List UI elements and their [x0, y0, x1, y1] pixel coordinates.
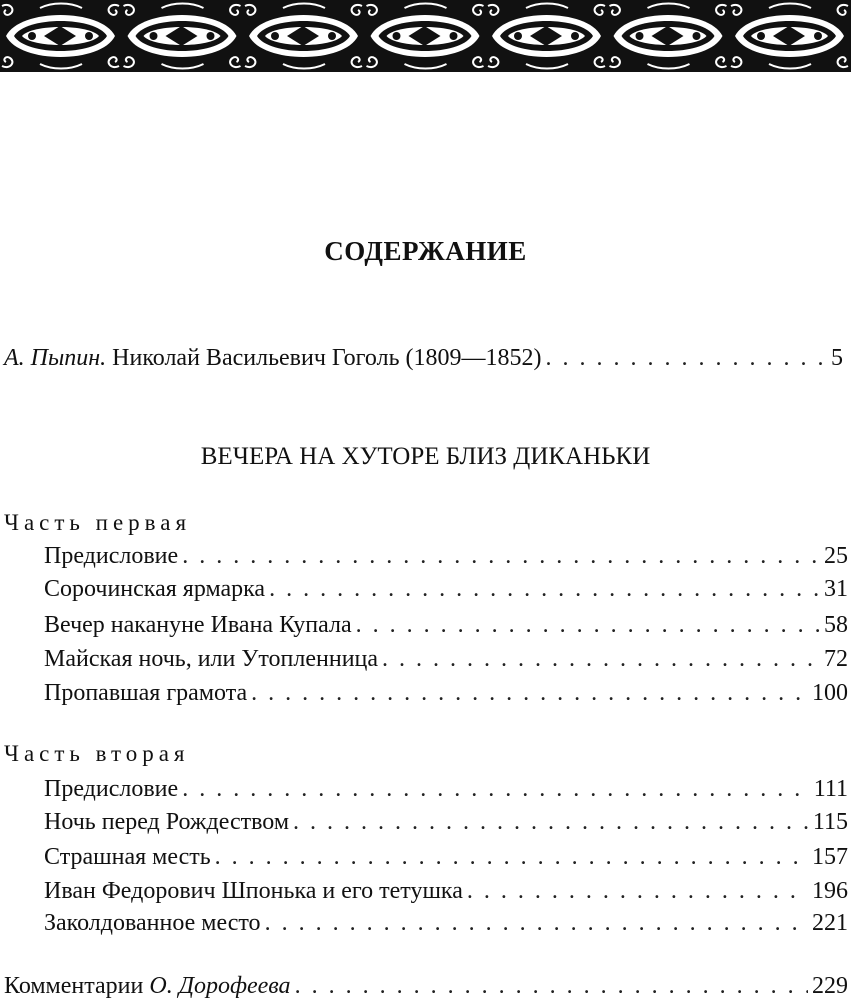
- entry-title: Страшная месть: [44, 844, 211, 870]
- entry-title: Ночь перед Рождеством: [44, 809, 290, 835]
- leader-dots: [251, 677, 808, 709]
- entry-page: 100: [812, 680, 848, 706]
- toc-entry[interactable]: [44, 540, 848, 572]
- entry-page: 58: [824, 612, 848, 638]
- entry-title: Иван Федорович Шпонька и его тетушка: [44, 878, 463, 904]
- toc-entry[interactable]: [44, 907, 848, 939]
- entry-page: 196: [812, 878, 848, 904]
- entry-title: Предисловие: [44, 543, 179, 569]
- entry-page: 72: [824, 646, 848, 672]
- leader-dots: [295, 970, 808, 1002]
- entry-author: А. Пыпин.: [4, 345, 107, 371]
- entry-page: 111: [813, 776, 848, 802]
- entry-title: Сорочинская ярмарка: [44, 576, 266, 602]
- entry-page: 31: [824, 576, 848, 602]
- leader-dots: [293, 806, 809, 838]
- toc-entry[interactable]: [44, 806, 848, 838]
- part-title-1: Часть первая: [4, 510, 192, 535]
- entry-title-text: Комментарии: [4, 973, 144, 999]
- leader-dots: [215, 841, 808, 873]
- page-title: СОДЕРЖАНИЕ: [324, 236, 527, 266]
- part-title-2: Часть вторая: [4, 741, 190, 766]
- entry-page: 157: [812, 844, 848, 870]
- entry-title: [4, 342, 542, 374]
- leader-dots: [356, 609, 820, 641]
- entry-title: Пропавшая грамота: [44, 680, 248, 706]
- leader-dots: [265, 907, 808, 939]
- toc-entry-commentary[interactable]: [4, 970, 848, 1002]
- leader-dots: [182, 773, 810, 805]
- toc-entry[interactable]: [44, 677, 848, 709]
- entry-title: Вечер накануне Ивана Купала: [44, 612, 352, 638]
- ornament-border: [0, 0, 851, 72]
- leader-dots: [546, 342, 827, 374]
- entry-author: О. Дорофеева: [149, 973, 291, 999]
- toc-entry[interactable]: [44, 609, 848, 641]
- entry-title: Заколдованное место: [44, 910, 261, 936]
- toc-entry[interactable]: [44, 773, 848, 805]
- leader-dots: [269, 573, 820, 605]
- entry-title: Предисловие: [44, 776, 179, 802]
- leader-dots: [182, 540, 820, 572]
- toc-entry[interactable]: [44, 573, 848, 605]
- section-title: ВЕЧЕРА НА ХУТОРЕ БЛИЗ ДИКАНЬКИ: [200, 443, 651, 470]
- entry-page: 25: [824, 543, 848, 569]
- entry-page: 5: [831, 345, 843, 371]
- entry-page: 115: [812, 809, 848, 835]
- leader-dots: [467, 875, 808, 907]
- entry-title: Майская ночь, или Утопленница: [44, 646, 379, 672]
- leader-dots: [382, 643, 820, 675]
- entry-page: 229: [812, 973, 848, 999]
- entry-title-text: Николай Васильевич Гоголь (1809—1852): [112, 345, 542, 371]
- entry-title: [4, 970, 291, 1002]
- toc-entry-intro[interactable]: [4, 342, 843, 374]
- toc-entry[interactable]: [44, 841, 848, 873]
- entry-page: 221: [812, 910, 848, 936]
- toc-entry[interactable]: [44, 875, 848, 907]
- toc-entry[interactable]: [44, 643, 848, 675]
